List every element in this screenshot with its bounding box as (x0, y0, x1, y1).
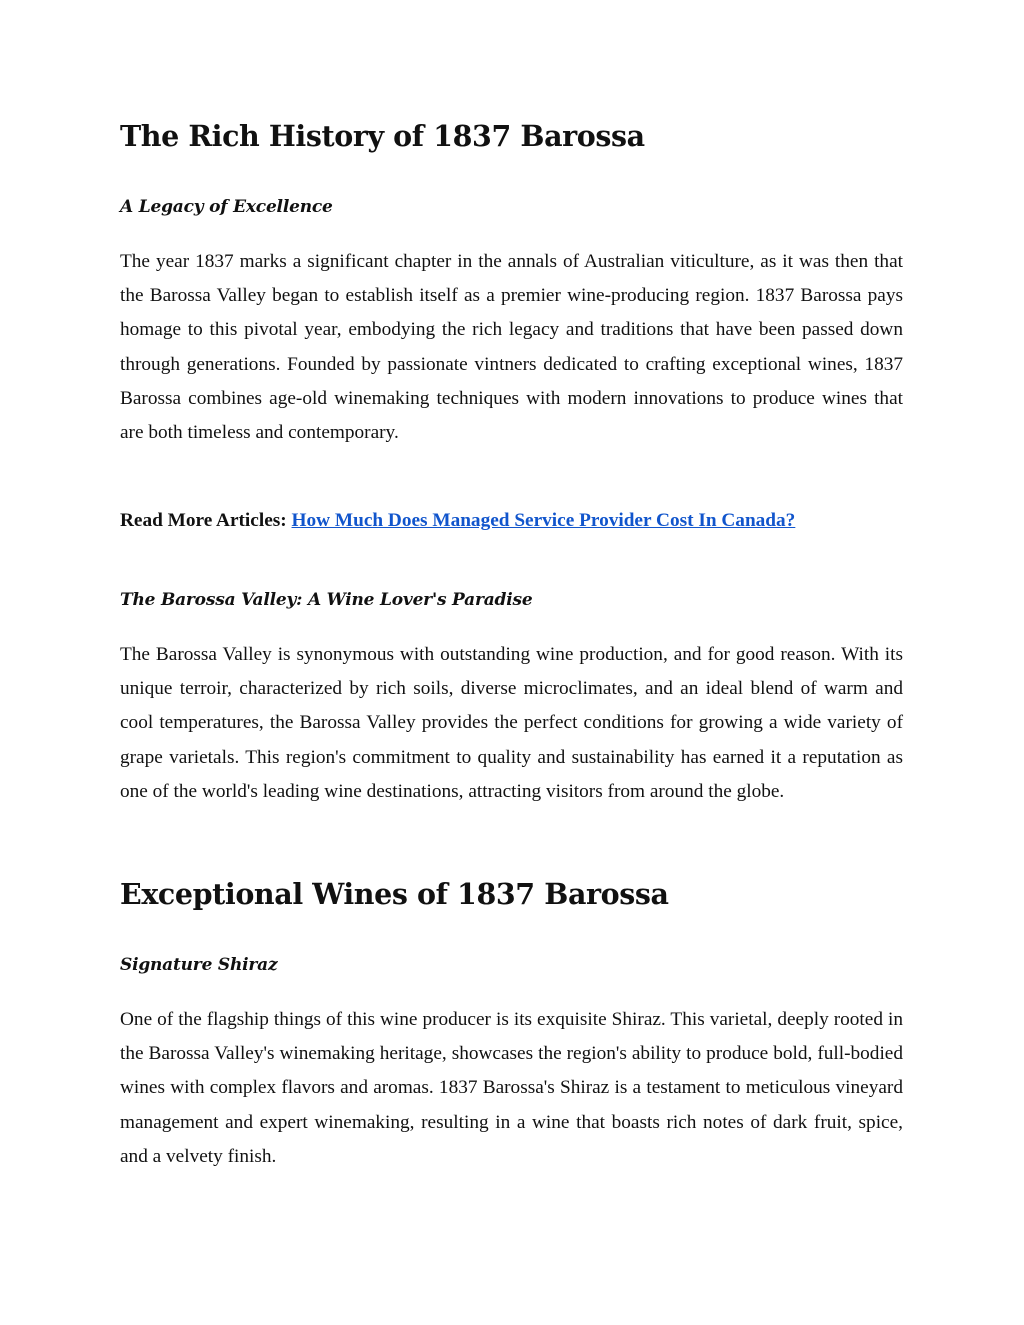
section-title-wines: Exceptional Wines of 1837 Barossa (120, 877, 669, 911)
paragraph-shiraz: One of the flagship things of this wine producer is its exquisite Shiraz. This varietal, deeply rooted in the Barossa Valley's winemaking heritage, showcases the region's ability to produce bold, full-bodied wines with complex flavors and aromas. 1837 Barossa's Shiraz is a testament to meticulous vineyard management and expert winemaking, resulting in a wine that boasts rich notes of dark fruit, spice, and a velvety finish. (120, 1009, 903, 1167)
paragraph-valley: The Barossa Valley is synonymous with outstanding wine production, and for good reason. With its unique terroir, characterized by rich soils, diverse microclimates, and an ideal blend of warm and cool temperatures, the Barossa Valley provides the perfect conditions for growing a wide variety of grape varietals. This region's commitment to quality and sustainability has earned it a reputation as one of the world's leading wine destinations, attracting visitors from around the globe. (120, 644, 903, 802)
subhead-shiraz: Signature Shiraz (120, 955, 278, 975)
subhead-legacy: A Legacy of Excellence (120, 197, 333, 217)
paragraph-history: The year 1837 marks a significant chapter in the annals of Australian viticulture, as it was then that the Barossa Valley began to establish itself as a premier wine-producing region. 1837 Barossa pays homage to this pivotal year, embodying the rich legacy and traditions that have been passed down through generations. Founded by passionate vintners dedicated to crafting exceptional wines, 1837 Barossa combines age-old winemaking techniques with modern innovations to produce wines that are both timeless and contemporary. (120, 251, 903, 444)
read-more-link[interactable]: How Much Does Managed Service Provider Cost In Canada? (291, 510, 796, 531)
read-more-block (120, 508, 903, 534)
section-title-history: The Rich History of 1837 Barossa (120, 119, 645, 153)
read-more-label: Read More Articles: (120, 510, 287, 531)
subhead-valley: The Barossa Valley: A Wine Lover's Paradise (120, 590, 533, 610)
